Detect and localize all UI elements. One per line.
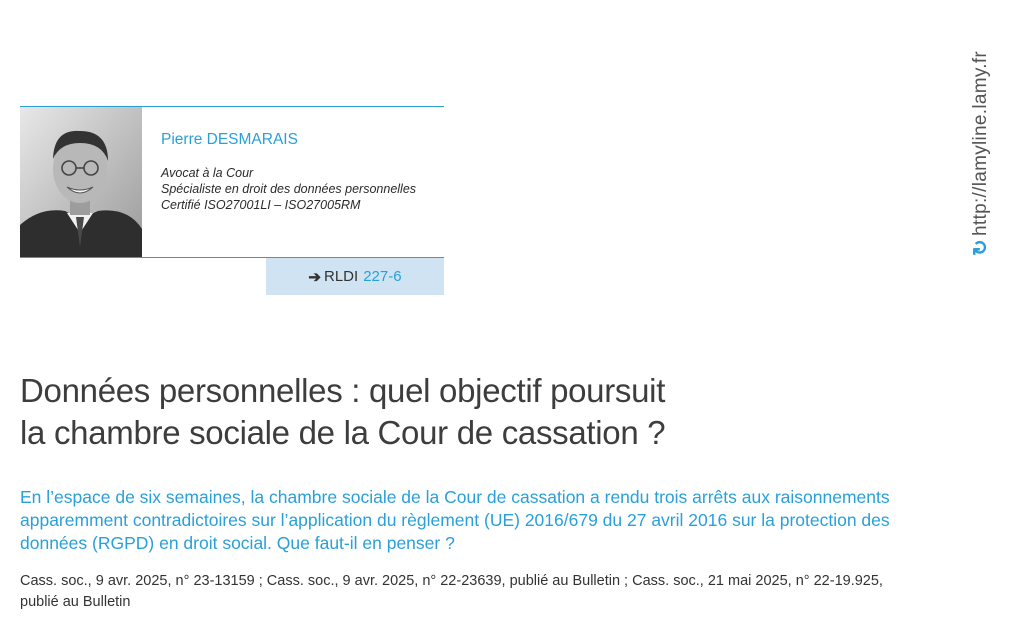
author-row [20,107,444,257]
author-name: Pierre DESMARAIS [161,131,298,148]
refresh-icon: ↻ [970,238,992,256]
author-box [20,106,444,258]
article-lead: En l’espace de six semaines, la chambre sociale de la Cour de cassation a rendu trois arrêts aux raisonnements apparemment contradictoires sur l’application du règlement (UE) 2016/679 du 27 avril 2016 sur la protection des données (RGPD) en droit social. Que faut-il en penser ? [20,487,890,553]
article-title-line-2: la chambre sociale de la Cour de cassation ? [20,414,666,451]
author-photo [20,107,142,257]
author-specialty: Spécialiste en droit des données personnelles [161,182,417,196]
side-url[interactable] [968,51,993,256]
arrow-right-icon: ➔ [308,268,321,286]
reference-number: 227-6 [363,268,402,285]
reference-prefix: RLDI [324,268,359,285]
case-references: Cass. soc., 9 avr. 2025, n° 23-13159 ; Cass. soc., 9 avr. 2025, n° 22-23639, publié au Bulletin ; Cass. soc., 21 mai 2025, n° 22-19.925, publié au Bulletin [20,573,883,610]
article-title [20,370,920,454]
reference-badge[interactable] [266,258,444,295]
author-certification: Certifié ISO27001LI – ISO27005RM [161,198,361,212]
author-title: Avocat à la Cour [161,166,254,180]
article-title-line-1: Données personnelles : quel objectif poursuit [20,372,666,409]
author-info [142,107,416,257]
side-url-text: http://lamyline.lamy.fr [969,50,991,236]
